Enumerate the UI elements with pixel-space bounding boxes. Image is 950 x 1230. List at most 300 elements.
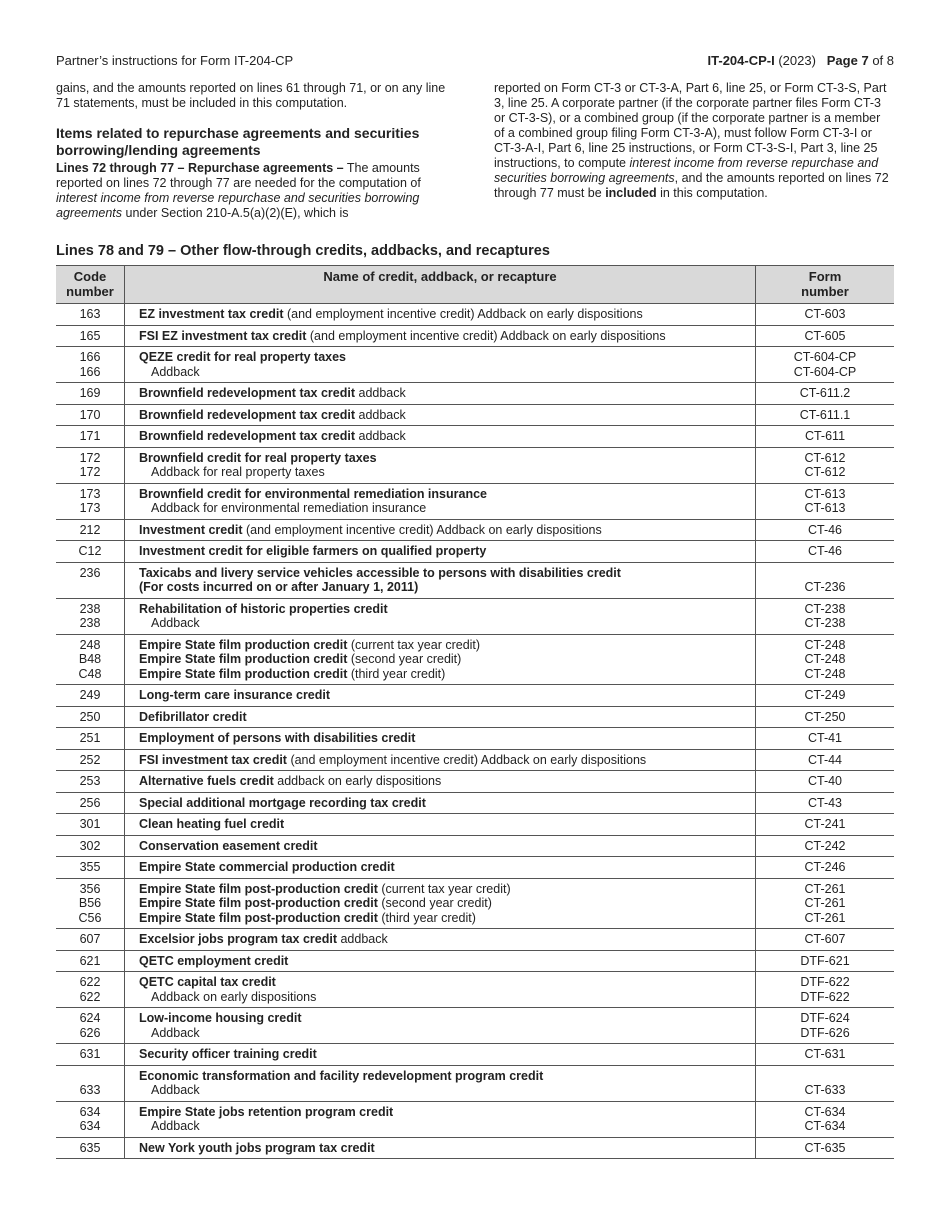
table-row — [56, 1137, 894, 1159]
credit-name-bold: Investment credit for eligible farmers on qualified property — [139, 544, 487, 558]
code-number: 170 — [79, 407, 101, 422]
credit-name-bold: (For costs incurred on or after January 1, 2011) — [139, 580, 419, 594]
name-cell — [125, 519, 756, 541]
form-cell — [756, 1137, 895, 1159]
form-number: CT-46 — [807, 544, 843, 558]
credit-name-bold: Alternative fuels credit — [139, 774, 274, 788]
continuation-paragraph: gains, and the amounts reported on lines 61 through 71, or on any line 71 statements, must be included in this computation. — [56, 81, 446, 110]
credit-name-text: Addback for real property taxes — [151, 465, 325, 479]
form-number: CT-40 — [807, 774, 843, 788]
credit-name-bold: Empire State film production credit — [139, 666, 348, 681]
form-number: CT-248 — [804, 666, 846, 681]
table-row — [56, 598, 894, 634]
form-number: CT-634 — [804, 1119, 846, 1133]
table-row — [56, 519, 894, 541]
name-cell — [125, 749, 756, 771]
credit-name-line — [139, 580, 751, 595]
credit-name-line — [139, 1141, 751, 1156]
name-cell — [125, 426, 756, 448]
code-cell — [56, 426, 125, 448]
left-column — [56, 81, 448, 221]
name-cell — [125, 347, 756, 383]
code-number: C48 — [78, 666, 102, 681]
code-cell — [56, 728, 125, 750]
credit-name-bold: EZ investment tax credit — [139, 307, 284, 321]
form-number: DTF-622 — [800, 975, 850, 989]
name-cell — [125, 929, 756, 951]
table-row — [56, 634, 894, 685]
form-number: CT-43 — [807, 795, 843, 810]
credit-name-bold: Empire State commercial production credit — [139, 860, 395, 874]
credit-name-line — [139, 839, 751, 854]
code-number: B56 — [78, 896, 102, 910]
form-cell — [756, 447, 895, 483]
form-number: CT-631 — [804, 1047, 846, 1061]
form-cell — [756, 598, 895, 634]
code-cell — [56, 1065, 125, 1101]
credit-name-line — [139, 667, 751, 682]
table-row — [56, 972, 894, 1008]
code-number: 607 — [79, 932, 101, 946]
table-row — [56, 483, 894, 519]
code-number: 634 — [79, 1119, 101, 1133]
credit-name-bold: Brownfield credit for real property taxes — [139, 450, 377, 465]
form-cell — [756, 634, 895, 685]
credit-name-bold: Empire State film post-production credit — [139, 881, 378, 896]
form-number: DTF-626 — [800, 1025, 850, 1040]
code-cell — [56, 1137, 125, 1159]
code-cell — [56, 634, 125, 685]
section-subheading: Items related to repurchase agreements and securities borrowing/lending agreements — [56, 125, 420, 158]
right-bold: included — [605, 186, 657, 200]
code-cell — [56, 519, 125, 541]
credit-name-text: (second year credit) — [377, 896, 492, 910]
credit-name-bold: Empire State film post-production credit — [139, 910, 378, 925]
code-cell — [56, 814, 125, 836]
credit-name-text: Addback for environmental remediation insurance — [151, 501, 427, 515]
name-cell — [125, 857, 756, 879]
form-cell — [756, 814, 895, 836]
credit-name-bold: Taxicabs and livery service vehicles accessible to persons with disabilities credit — [139, 565, 621, 580]
name-cell — [125, 598, 756, 634]
code-cell — [56, 771, 125, 793]
form-number: CT-248 — [804, 652, 846, 666]
form-cell — [756, 562, 895, 598]
code-cell — [56, 483, 125, 519]
code-cell — [56, 792, 125, 814]
table-row — [56, 878, 894, 929]
lines-72-77-text-2: under Section 210-A.5(a)(2)(E), which is — [122, 206, 349, 220]
credit-name-bold: Brownfield redevelopment tax credit — [139, 386, 356, 400]
code-number: 236 — [79, 565, 101, 580]
credit-name-line — [139, 1047, 751, 1062]
credit-name-line — [139, 616, 751, 631]
table-row — [56, 1101, 894, 1137]
code-number: 166 — [79, 350, 101, 364]
form-number: CT-248 — [804, 637, 846, 652]
credit-name-text: (current tax year credit) — [347, 637, 481, 652]
code-number: 301 — [79, 817, 101, 831]
form-cell — [756, 771, 895, 793]
form-cell — [756, 929, 895, 951]
code-number: C12 — [78, 544, 102, 558]
credit-name-line — [139, 1105, 751, 1120]
table-row — [56, 771, 894, 793]
form-number: CT-613 — [804, 486, 846, 501]
credit-name-bold: Empire State film production credit — [139, 637, 348, 652]
header-page-of: of 8 — [872, 53, 894, 68]
credit-name-line — [139, 329, 751, 344]
name-cell — [125, 325, 756, 347]
form-cell — [756, 325, 895, 347]
code-cell — [56, 835, 125, 857]
credit-name-line — [139, 774, 751, 789]
form-number — [760, 1069, 890, 1084]
form-cell — [756, 541, 895, 563]
credit-name-text: Addback — [151, 1119, 200, 1133]
code-cell — [56, 404, 125, 426]
right-italic: interest income from reverse repurchase and securities borrowing agreements — [494, 156, 879, 185]
table-row — [56, 728, 894, 750]
credit-name-bold: Economic transformation and facility redevelopment program credit — [139, 1068, 544, 1083]
credit-name-line — [139, 688, 751, 703]
table-row — [56, 447, 894, 483]
header-page-label: Page 7 — [826, 53, 869, 68]
form-cell — [756, 347, 895, 383]
table-row — [56, 950, 894, 972]
credit-name-line — [139, 753, 751, 768]
code-number: 256 — [79, 795, 101, 810]
credit-name-text: Addback on early dispositions — [151, 989, 317, 1004]
code-cell — [56, 598, 125, 634]
table-row — [56, 749, 894, 771]
code-number: 172 — [79, 465, 101, 479]
form-number: CT-634 — [804, 1104, 846, 1119]
lines-72-77-italic: interest income from reverse repurchase and securities borrowing agreements — [56, 191, 420, 220]
form-number: CT-236 — [804, 580, 846, 594]
form-cell — [756, 749, 895, 771]
form-number: CT-611.2 — [799, 386, 851, 400]
code-number — [60, 1069, 120, 1084]
name-cell — [125, 728, 756, 750]
name-cell — [125, 685, 756, 707]
credit-name-line — [139, 465, 751, 480]
code-number: 238 — [79, 616, 101, 630]
form-number: CT-261 — [804, 896, 846, 910]
form-number: CT-612 — [804, 465, 846, 479]
right-column-paragraph — [494, 81, 894, 201]
code-number: B48 — [78, 652, 102, 666]
credit-name-line — [139, 652, 751, 667]
form-cell — [756, 857, 895, 879]
credit-name-bold: Investment credit — [139, 522, 243, 537]
credit-name-line — [139, 307, 751, 322]
credit-name-text: (current tax year credit) — [377, 881, 511, 896]
code-number: 173 — [79, 486, 101, 501]
name-cell — [125, 1137, 756, 1159]
table-row — [56, 404, 894, 426]
code-number: 251 — [79, 731, 101, 745]
credit-name-bold: QETC capital tax credit — [139, 975, 276, 989]
name-cell — [125, 483, 756, 519]
credit-name-line — [139, 1026, 751, 1041]
form-number: CT-261 — [804, 881, 846, 896]
credit-name-text: (second year credit) — [347, 652, 462, 666]
table-row — [56, 857, 894, 879]
name-cell — [125, 634, 756, 685]
credit-name-line — [139, 1083, 751, 1098]
form-number: CT-46 — [807, 522, 843, 537]
credit-name-line — [139, 911, 751, 926]
credit-name-line — [139, 566, 751, 581]
code-cell — [56, 347, 125, 383]
credit-name-bold: Employment of persons with disabilities credit — [139, 731, 416, 745]
right-text-1: reported on Form CT-3 or CT-3-A, Part 6, line 25, or Form CT-3-S, Part 3, line 25. A corporate partner (if the corporate partner files Form CT-3 or CT-3-S), or a combined group (if the corporate partner is a member of a combined group filing Form CT-3-A), must follow Form CT-3-I or CT-3-A-I, Part 6, line 25 instructions, or Form CT-3-S-I, Part 3, line 25 instructions, to compute — [494, 81, 887, 170]
credit-name-bold: Brownfield redevelopment tax credit — [139, 429, 356, 443]
header-code-number: Code number — [56, 266, 125, 304]
form-number: CT-246 — [804, 860, 846, 874]
code-number: 302 — [79, 838, 101, 853]
form-number: CT-242 — [804, 838, 846, 853]
credit-name-line — [139, 990, 751, 1005]
form-number: CT-238 — [804, 616, 846, 630]
form-cell — [756, 835, 895, 857]
code-number: 622 — [79, 975, 101, 989]
credit-name-line — [139, 796, 751, 811]
name-cell — [125, 814, 756, 836]
credit-name-bold: Low-income housing credit — [139, 1011, 302, 1025]
form-number: CT-607 — [804, 932, 846, 946]
form-cell — [756, 685, 895, 707]
credit-name-bold: Special additional mortgage recording tax credit — [139, 795, 426, 810]
code-number: 169 — [79, 386, 101, 400]
header-form-number: Form number — [756, 266, 895, 304]
credit-name-bold: Empire State film production credit — [139, 652, 348, 666]
credit-name-bold: FSI EZ investment tax credit — [139, 328, 307, 343]
form-number — [760, 566, 890, 581]
code-cell — [56, 1101, 125, 1137]
form-number: CT-261 — [804, 910, 846, 925]
code-number: 622 — [79, 989, 101, 1004]
form-number: CT-635 — [804, 1140, 846, 1155]
form-cell — [756, 519, 895, 541]
form-cell — [756, 1044, 895, 1066]
form-cell — [756, 1101, 895, 1137]
form-number: CT-612 — [804, 450, 846, 465]
credit-name-line — [139, 487, 751, 502]
code-number: 163 — [79, 307, 101, 321]
form-number: CT-611 — [804, 429, 846, 443]
form-cell — [756, 404, 895, 426]
table-row — [56, 685, 894, 707]
credit-name-text: addback on early dispositions — [273, 774, 442, 788]
credit-name-line — [139, 954, 751, 969]
name-cell — [125, 878, 756, 929]
form-cell — [756, 304, 895, 326]
name-cell — [125, 792, 756, 814]
credit-name-line — [139, 1011, 751, 1026]
code-cell — [56, 972, 125, 1008]
table-row — [56, 541, 894, 563]
form-cell — [756, 1008, 895, 1044]
credit-name-line — [139, 860, 751, 875]
credit-name-line — [139, 638, 751, 653]
credit-name-text: Addback — [151, 364, 200, 379]
code-number: 212 — [79, 522, 101, 537]
form-cell — [756, 878, 895, 929]
credit-name-line — [139, 710, 751, 725]
credit-name-line — [139, 731, 751, 746]
credit-name-text: (and employment incentive credit) Addback on early dispositions — [242, 522, 602, 537]
name-cell — [125, 1065, 756, 1101]
name-cell — [125, 541, 756, 563]
form-number: CT-249 — [804, 688, 846, 702]
form-number: DTF-622 — [800, 989, 850, 1004]
right-column — [494, 81, 894, 201]
code-cell — [56, 878, 125, 929]
name-cell — [125, 1101, 756, 1137]
form-cell — [756, 426, 895, 448]
name-cell — [125, 835, 756, 857]
credit-name-bold: Empire State jobs retention program credit — [139, 1104, 394, 1119]
credit-name-line — [139, 896, 751, 911]
credit-name-bold: Brownfield credit for environmental remediation insurance — [139, 486, 487, 501]
credit-name-text: addback — [355, 429, 406, 443]
credit-name-text: addback — [355, 386, 406, 400]
name-cell — [125, 383, 756, 405]
code-number: C56 — [78, 910, 102, 925]
code-number: 621 — [79, 953, 101, 968]
table-row — [56, 706, 894, 728]
credit-name-text: (and employment incentive credit) Addback on early dispositions — [286, 752, 647, 767]
header-year: (2023) — [778, 53, 816, 68]
credit-name-text: (and employment incentive credit) Addback on early dispositions — [283, 307, 643, 321]
code-number: 171 — [79, 429, 101, 443]
form-number: CT-44 — [807, 752, 843, 767]
form-cell — [756, 950, 895, 972]
table-body — [56, 304, 894, 1159]
form-cell — [756, 728, 895, 750]
code-number: 173 — [79, 501, 101, 515]
credit-name-line — [139, 817, 751, 832]
code-number: 172 — [79, 450, 101, 465]
form-number: CT-41 — [807, 731, 843, 745]
code-number: 166 — [79, 364, 101, 379]
form-number: CT-241 — [804, 817, 846, 831]
credit-name-line — [139, 602, 751, 617]
code-number: 626 — [79, 1025, 101, 1040]
credit-name-text: Addback — [151, 1025, 200, 1040]
credit-name-bold: Security officer training credit — [139, 1047, 317, 1061]
code-cell — [56, 1008, 125, 1044]
table-row — [56, 562, 894, 598]
form-number: DTF-621 — [800, 953, 850, 968]
credit-name-line — [139, 932, 751, 947]
credits-table — [56, 265, 894, 1159]
credit-name-bold: Empire State film post-production credit — [139, 896, 378, 910]
credit-name-bold: Clean heating fuel credit — [139, 817, 285, 831]
table-row — [56, 325, 894, 347]
code-cell — [56, 929, 125, 951]
credit-name-line — [139, 1069, 751, 1084]
header-form-info — [708, 53, 894, 68]
form-number: CT-603 — [804, 307, 846, 321]
form-number: CT-250 — [804, 709, 846, 724]
code-cell — [56, 304, 125, 326]
header-form-id: IT-204-CP-I — [707, 53, 775, 68]
code-number: 250 — [79, 709, 101, 724]
table-row — [56, 1044, 894, 1066]
form-number: DTF-624 — [800, 1011, 850, 1025]
credit-name-bold: Long-term care insurance credit — [139, 688, 331, 702]
credit-name-bold: Brownfield redevelopment tax credit — [139, 407, 356, 422]
code-cell — [56, 325, 125, 347]
credit-name-text: Addback — [151, 616, 200, 630]
lines-72-77-heading: Lines 72 through 77 – Repurchase agreements – — [56, 161, 344, 175]
name-cell — [125, 1044, 756, 1066]
table-row — [56, 814, 894, 836]
code-cell — [56, 857, 125, 879]
form-cell — [756, 1065, 895, 1101]
credit-name-line — [139, 523, 751, 538]
code-cell — [56, 950, 125, 972]
form-cell — [756, 483, 895, 519]
code-cell — [56, 562, 125, 598]
credit-name-line — [139, 451, 751, 466]
form-cell — [756, 383, 895, 405]
code-number: 355 — [79, 860, 101, 874]
credit-name-bold: QETC employment credit — [139, 953, 289, 968]
form-number: CT-604-CP — [793, 350, 857, 364]
table-header-row — [56, 266, 894, 304]
code-cell — [56, 749, 125, 771]
form-number: CT-613 — [804, 501, 846, 515]
table-row — [56, 347, 894, 383]
credit-name-line — [139, 408, 751, 423]
right-text-2: , and the amounts reported on lines 72 through 77 must be — [494, 171, 889, 200]
table-row — [56, 1065, 894, 1101]
code-number: 253 — [79, 774, 101, 788]
table-row — [56, 304, 894, 326]
credit-name-bold: Conservation easement credit — [139, 838, 318, 853]
name-cell — [125, 304, 756, 326]
form-cell — [756, 706, 895, 728]
credit-name-line — [139, 429, 751, 444]
credit-name-line — [139, 501, 751, 516]
table-row — [56, 426, 894, 448]
credit-name-bold: Rehabilitation of historic properties credit — [139, 601, 388, 616]
name-cell — [125, 562, 756, 598]
code-number: 165 — [79, 328, 101, 343]
name-cell — [125, 706, 756, 728]
form-number: CT-604-CP — [793, 364, 857, 379]
credit-name-line — [139, 1119, 751, 1134]
header-title: Partner’s instructions for Form IT-204-CP — [56, 53, 294, 68]
code-number: 356 — [79, 881, 101, 896]
code-number: 252 — [79, 752, 101, 767]
form-number: CT-633 — [804, 1083, 846, 1097]
credit-name-line — [139, 544, 751, 559]
name-cell — [125, 771, 756, 793]
table-row — [56, 792, 894, 814]
table-title: Lines 78 and 79 – Other flow-through credits, addbacks, and recaptures — [56, 243, 550, 259]
form-number: CT-238 — [804, 601, 846, 616]
name-cell — [125, 1008, 756, 1044]
header-name: Name of credit, addback, or recapture — [125, 266, 756, 304]
credit-name-line — [139, 975, 751, 990]
credit-name-text: (third year credit) — [377, 910, 476, 925]
name-cell — [125, 404, 756, 426]
